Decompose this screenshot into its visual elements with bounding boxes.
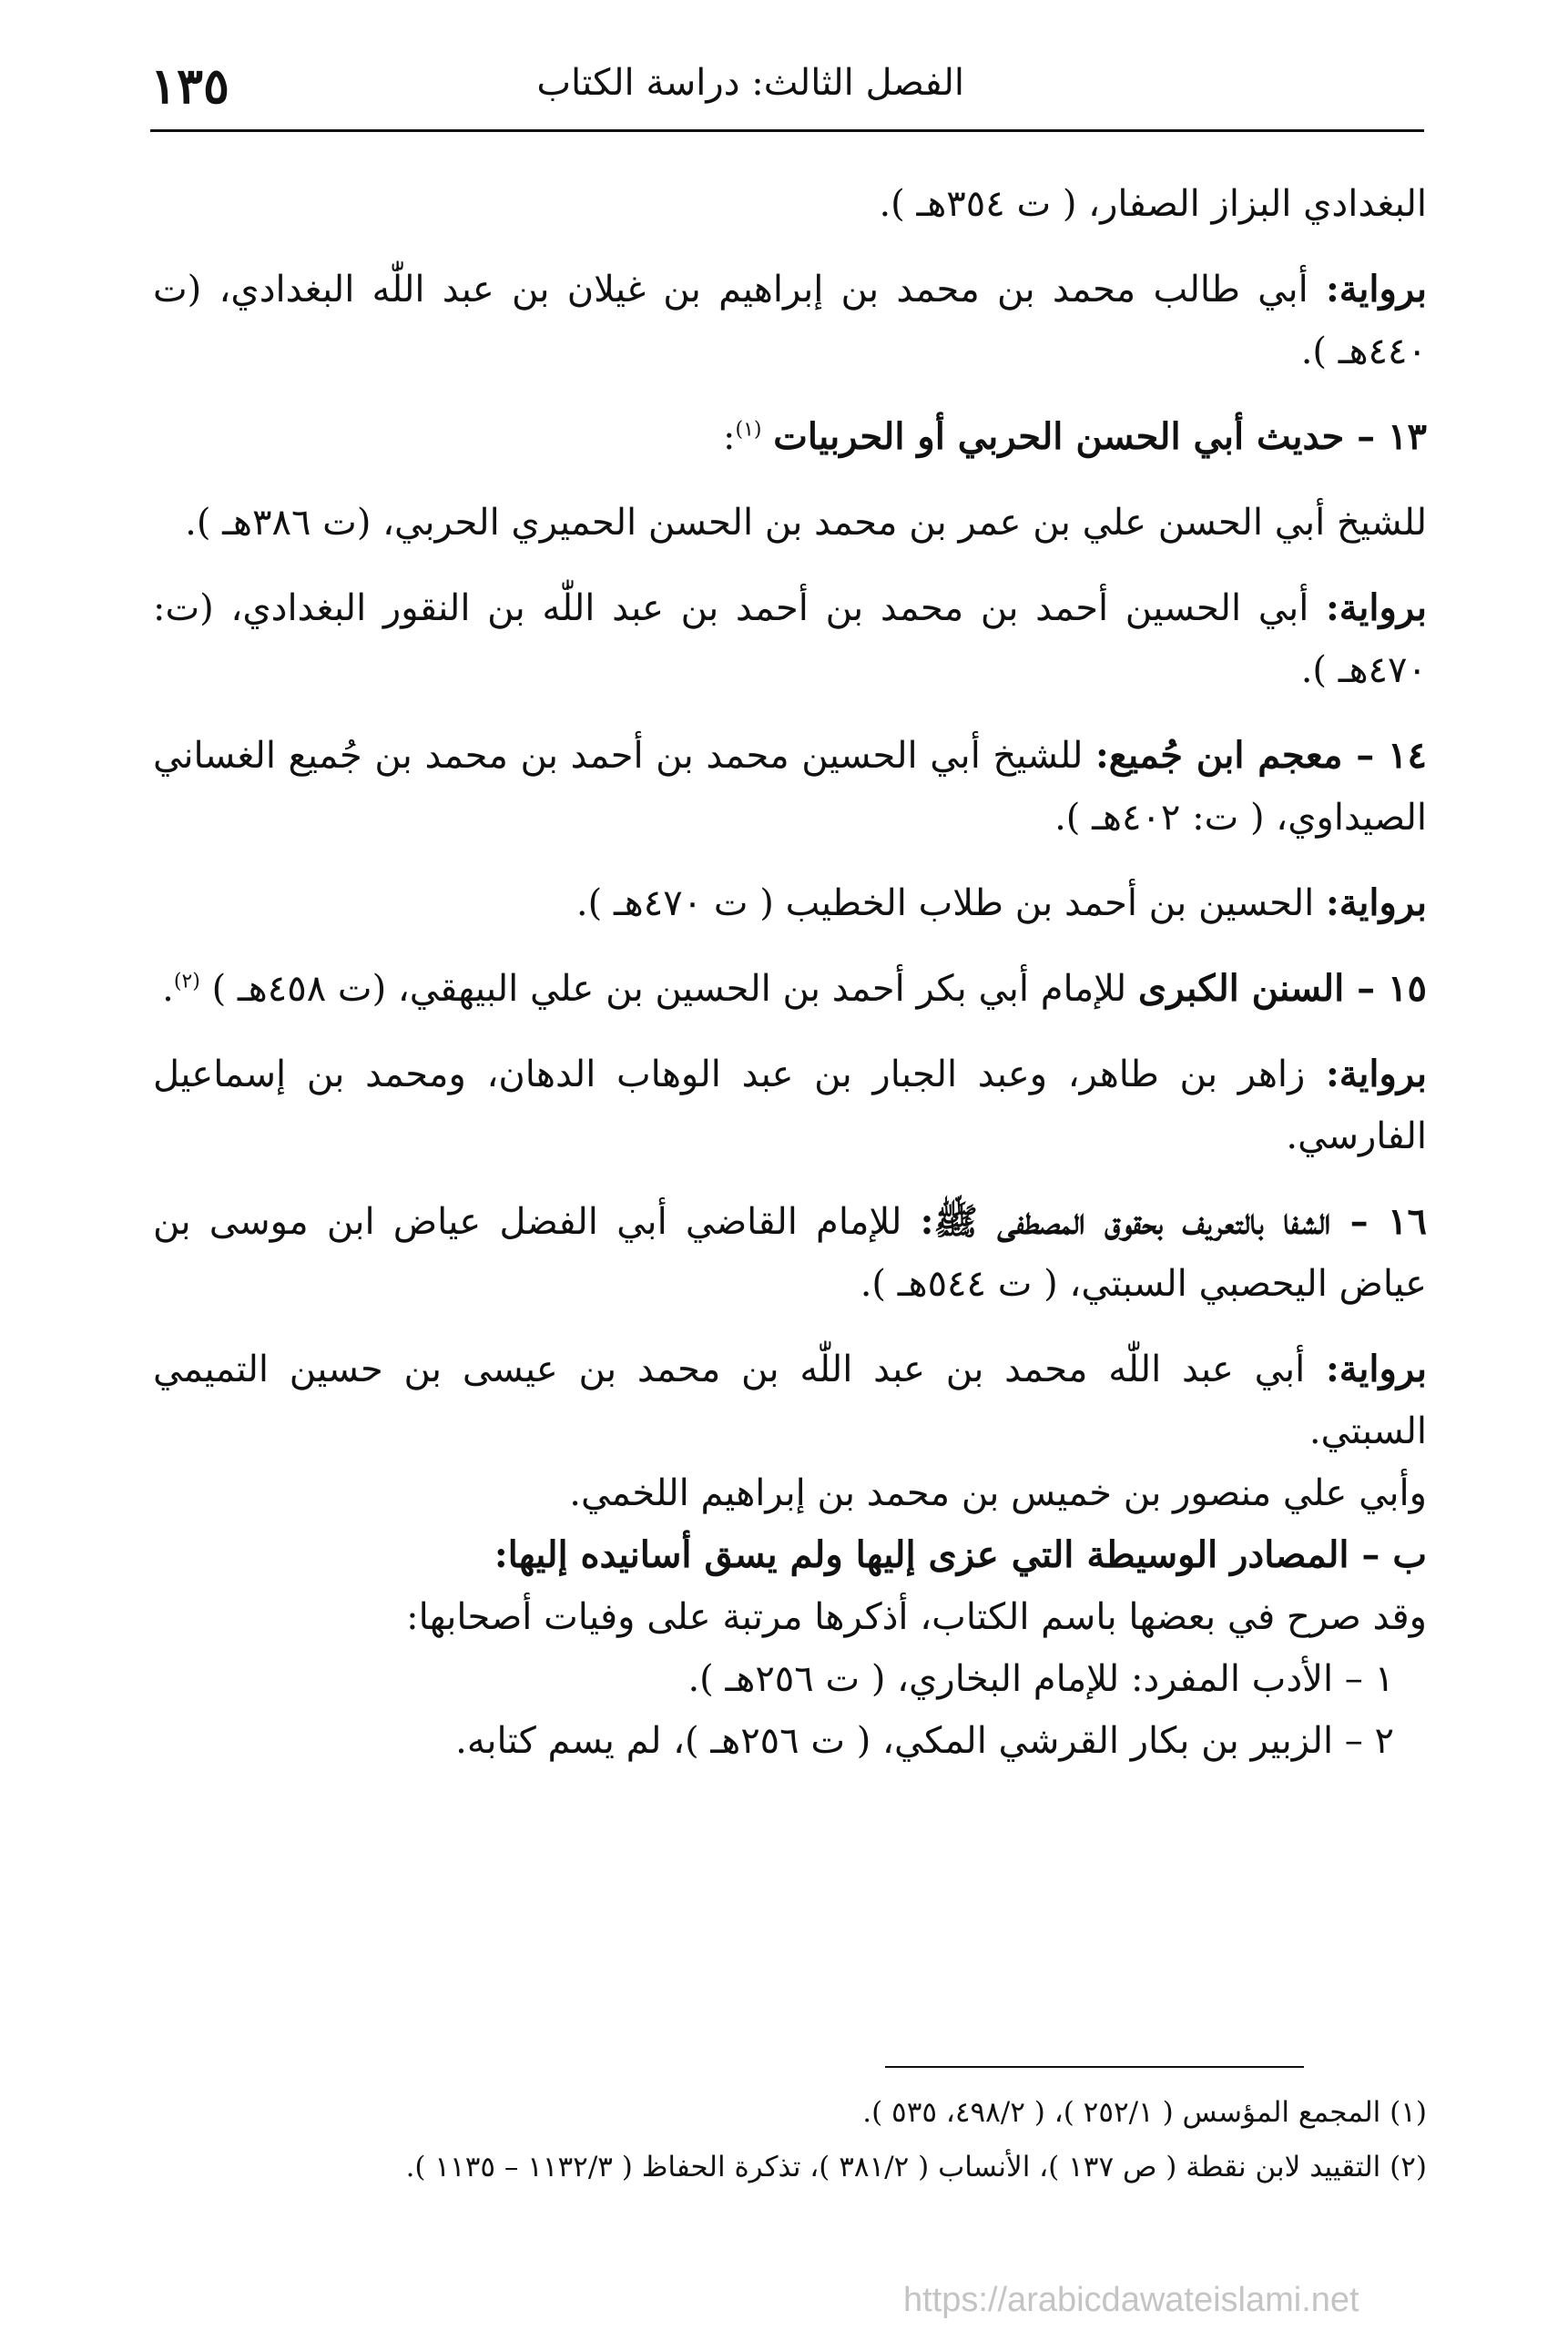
narration-paragraph: برواية: الحسين بن أحمد بن طلاب الخطيب ( ت ٤٧٠هـ ). [575,881,1427,924]
section-heading: ب – المصادر الوسيطة التي عزى إليها ولم يسق أسانيده إليها: [494,1533,1427,1576]
footnote-marker: (١) [735,418,762,442]
footnote-marker: (٢) [173,970,200,993]
entry-paragraph: ١٥ – السنن الكبرى للإمام أبي بكر أحمد بن الحسين بن علي البيهقي، (ت ٤٥٨هـ ) $^{(٢)}$. [162,967,1427,1010]
chapter-title: الفصل الثالث: دراسة الكتاب [536,62,964,104]
text-line: وأبي علي منصور بن خميس بن محمد بن إبراهيم اللخمي. [569,1472,1427,1514]
entry-paragraph: ١٤ – معجم ابن جُميع: للشيخ أبي الحسين محمد بن أحمد بن محمد بن جُميع الغساني الصيداوي، ( ت: ٤٠٢هـ ). [153,734,1428,839]
narration-label: برواية: [1326,586,1427,629]
narration-label: برواية: [1326,1053,1427,1095]
entry-title: ١٥ – السنن الكبرى [1137,967,1427,1010]
page-header [150,56,1424,132]
watermark-url: https://arabicdawateislami.net [903,2281,1359,2319]
entry-heading: ١٣ – حديث أبي الحسن الحربي أو الحربيات $^{(١)}$: [723,415,1427,458]
entry-title: ١٤ – معجم ابن جُميع: [1095,734,1428,777]
footnote: (٢) التقييد لابن نقطة ( ص ١٣٧ )، الأنساب ( ٣٨١/٢ )، تذكرة الحفاظ ( ١١٣٢/٣ – ١١٣٥ ). [405,2151,1427,2183]
footnotes [153,2085,1427,2194]
narration-paragraph: برواية: أبي عبد اللّٰه محمد بن عبد اللّٰه بن محمد بن عيسى بن حسين التميمي السبتي. [153,1348,1427,1452]
narration-paragraph: برواية: أبي طالب محمد بن محمد بن إبراهيم بن غيلان بن عبد اللّٰه البغدادي، (ت ٤٤٠هـ ). [153,268,1427,372]
text-paragraph: للشيخ أبي الحسن علي بن عمر بن محمد بن الحسن الحميري الحربي، (ت ٣٨٦هـ ). [185,502,1427,544]
text-line: وقد صرح في بعضها باسم الكتاب، أذكرها مرتبة على وفيات أصحابها: [406,1596,1427,1638]
list-item: ٢ – الزبير بن بكار القرشي المكي، ( ت ٢٥٦هـ )، لم يسم كتابه. [455,1720,1394,1762]
narration-label: برواية: [1326,268,1427,310]
list-item: ١ – الأدب المفرد: للإمام البخاري، ( ت ٢٥٦هـ ). [687,1658,1394,1700]
entry-paragraph: ١٦ – الشفا بالتعريف بحقوق المصطفى ﷺ: للإمام القاضي أبي الفضل عياض ابن موسى بن عياض اليحصبي السبتي، ( ت ٥٤٤هـ ). [153,1200,1427,1305]
narration-label: برواية: [1326,881,1427,924]
text-line: البغدادي البزاز الصفار، ( ت ٣٥٤هـ ). [879,183,1427,225]
entry-title: ١٦ – الشفا بالتعريف بحقوق المصطفى ﷺ: [920,1200,1427,1243]
footnote: (١) المجمع المؤسس ( ٢٥٢/١ )، ( ٤٩٨/٢، ٥٣٥ ). [862,2096,1427,2129]
page-number: ١٣٥ [150,56,230,115]
narration-paragraph: برواية: زاهر بن طاهر، وعبد الجبار بن عبد الوهاب الدهان، ومحمد بن إسماعيل الفارسي. [153,1053,1427,1157]
narration-paragraph: برواية: أبي الحسين أحمد بن محمد بن أحمد بن عبد اللّٰه بن النقور البغدادي، (ت: ٤٧٠هـ ). [153,586,1427,691]
narration-label: برواية: [1326,1348,1427,1390]
footnote-divider [885,2066,1304,2068]
body-text [153,173,1427,1772]
